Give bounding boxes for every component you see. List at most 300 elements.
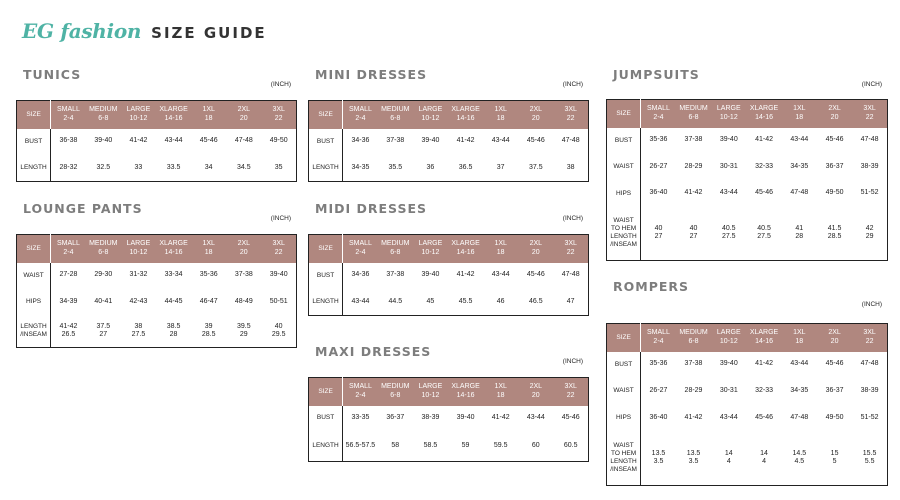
cell-line: 47: [566, 297, 575, 305]
cell-line: 18: [204, 114, 213, 122]
cell-line: 47-48: [790, 189, 809, 197]
cell-line: 43-44: [719, 189, 738, 197]
cell-line: 6-8: [688, 337, 699, 345]
table-cell: [378, 289, 413, 316]
cell-line: 27.5: [131, 331, 146, 339]
cell-line: 33.5: [166, 163, 181, 171]
row-label: [309, 129, 343, 155]
cell-line: 3XL: [863, 105, 876, 113]
cell-line: 10-12: [421, 114, 440, 122]
cell-line: 3.5: [688, 458, 699, 466]
table-cell: [413, 431, 448, 462]
cell-line: SMALL: [56, 106, 80, 114]
page-header: [22, 19, 267, 47]
size-header-cell: [51, 235, 86, 263]
table-row: [309, 431, 589, 462]
cell-line: XLARGE: [451, 240, 480, 248]
cell-line: 3XL: [564, 240, 577, 248]
table-cell: [51, 316, 86, 348]
cell-line: LENGTH: [312, 163, 339, 171]
table-cell: [852, 181, 887, 207]
table-cell: [782, 154, 817, 181]
cell-line: 34-35: [790, 386, 809, 394]
table-cell: [51, 289, 86, 316]
cell-line: SMALL: [348, 240, 372, 248]
table-cell: [553, 431, 588, 462]
cell-line: 14-16: [456, 391, 475, 399]
cell-line: BUST: [316, 137, 335, 145]
cell-line: 37-38: [386, 137, 405, 145]
table-cell: [261, 289, 296, 316]
size-header-cell: [676, 324, 711, 352]
table-cell: [156, 129, 191, 155]
cell-line: 29.5: [271, 331, 286, 339]
row-label: [607, 352, 641, 378]
row-label: [607, 405, 641, 432]
table-cell: [343, 406, 378, 431]
size-header-cell: [817, 324, 852, 352]
cell-line: 35.5: [388, 163, 403, 171]
table-header-row: [309, 235, 589, 263]
size-header-cell: [553, 235, 588, 263]
cell-line: 3XL: [272, 106, 285, 114]
cell-line: 41-42: [684, 189, 703, 197]
size-header-cell: [226, 101, 261, 129]
size-header-cell: [817, 100, 852, 128]
size-header-cell: [86, 235, 121, 263]
cell-line: 46.5: [528, 297, 543, 305]
table-header-row: [309, 101, 589, 129]
cell-line: 2XL: [529, 106, 543, 114]
table-cell: [156, 155, 191, 182]
cell-line: 49-50: [825, 413, 844, 421]
cell-line: 32-33: [755, 162, 773, 170]
cell-line: LENGTH: [20, 163, 47, 171]
table-cell: [641, 378, 676, 405]
cell-line: 4: [762, 458, 766, 466]
table-cell: [413, 129, 448, 155]
cell-line: 14-16: [755, 337, 773, 345]
cell-line: 14-16: [456, 114, 475, 122]
size-header-cell: [413, 101, 448, 129]
cell-line: 39.5: [236, 322, 251, 330]
table-cell: [191, 129, 226, 155]
cell-line: 56.5-57.5: [345, 441, 376, 449]
table-cell: [746, 432, 781, 486]
cell-line: 13.5: [651, 449, 666, 457]
cell-line: 37.5: [528, 163, 543, 171]
row-label: [17, 155, 51, 182]
cell-line: 35-36: [649, 360, 668, 368]
cell-line: 45-46: [755, 189, 773, 197]
cell-line: 10-12: [421, 391, 440, 399]
table-row: [17, 263, 297, 289]
size-header-cell: [378, 235, 413, 263]
cell-line: 43-44: [790, 360, 809, 368]
cell-line: 18: [496, 391, 505, 399]
cell-line: 39-40: [94, 137, 113, 145]
table-cell: [817, 352, 852, 378]
table-row: [607, 405, 888, 432]
cell-line: LARGE: [418, 106, 443, 114]
cell-line: 40: [274, 322, 283, 330]
cell-line: 39-40: [421, 271, 440, 279]
table-cell: [852, 154, 887, 181]
cell-line: 22: [566, 248, 575, 256]
table-cell: [782, 181, 817, 207]
table-cell: [676, 405, 711, 432]
cell-line: 4.5: [794, 458, 805, 466]
row-label: [607, 207, 641, 261]
section-title: MIDI DRESSES: [315, 201, 427, 216]
cell-line: 47-48: [561, 137, 580, 145]
table-row: [17, 129, 297, 155]
cell-line: 59.5: [493, 441, 508, 449]
size-header-cell: [711, 324, 746, 352]
cell-line: 60: [531, 441, 540, 449]
cell-line: 15: [830, 449, 839, 457]
page-title: SIZE GUIDE: [151, 24, 267, 42]
cell-line: 42-43: [129, 297, 148, 305]
size-header-cell: [413, 235, 448, 263]
cell-line: LARGE: [126, 106, 151, 114]
table-cell: [641, 405, 676, 432]
cell-line: 43-44: [526, 413, 545, 421]
cell-line: 35-36: [199, 271, 218, 279]
table-cell: [378, 263, 413, 289]
row-label: [607, 154, 641, 181]
cell-line: 37-38: [386, 271, 405, 279]
table-cell: [121, 263, 156, 289]
cell-line: 14.5: [792, 449, 807, 457]
table-cell: [746, 405, 781, 432]
cell-line: BUST: [614, 136, 633, 144]
cell-line: 20: [531, 391, 540, 399]
cell-line: 59: [461, 441, 470, 449]
cell-line: WAIST: [613, 163, 634, 170]
cell-line: 43-44: [164, 137, 183, 145]
cell-line: 18: [795, 337, 804, 345]
table-cell: [191, 316, 226, 348]
cell-line: 37.5: [96, 322, 111, 330]
cell-line: WAIST: [613, 387, 634, 394]
table-cell: [51, 263, 86, 289]
table-cell: [711, 405, 746, 432]
cell-line: 1XL: [494, 383, 507, 391]
cell-line: 15.5: [862, 449, 877, 457]
table-row: [17, 289, 297, 316]
size-header-cell: [553, 101, 588, 129]
table-header-row: [309, 378, 589, 406]
size-header-cell: SIZE: [607, 100, 641, 128]
size-header-cell: [746, 100, 781, 128]
cell-line: 40.5: [757, 224, 771, 232]
unit-label: (INCH): [270, 81, 291, 88]
cell-line: 28.5: [827, 233, 842, 241]
cell-line: 38-39: [421, 413, 440, 421]
cell-line: 22: [566, 114, 575, 122]
table-cell: [711, 181, 746, 207]
size-header-cell: [676, 100, 711, 128]
size-header-cell: [191, 101, 226, 129]
cell-line: 47-48: [860, 360, 879, 368]
table-cell: [483, 263, 518, 289]
cell-line: MEDIUM: [89, 240, 118, 248]
cell-line: 5.5: [864, 458, 875, 466]
table-cell: [86, 129, 121, 155]
cell-line: 34-39: [59, 297, 78, 305]
cell-line: 14: [760, 449, 768, 457]
cell-line: MEDIUM: [381, 106, 410, 114]
cell-line: 39-40: [421, 137, 440, 145]
table-row: [607, 207, 888, 261]
table-cell: [746, 207, 781, 261]
row-label: [607, 378, 641, 405]
size-header-cell: SIZE: [309, 378, 343, 406]
cell-line: 39-40: [719, 136, 738, 144]
table-cell: [711, 154, 746, 181]
table-cell: [191, 263, 226, 289]
brand-logo: EG fashion: [22, 19, 142, 43]
table-cell: [413, 406, 448, 431]
cell-line: 2XL: [529, 383, 543, 391]
table-header-row: [17, 101, 297, 129]
table-cell: [518, 263, 553, 289]
table-cell: [343, 289, 378, 316]
cell-line: 26-27: [649, 162, 668, 170]
row-label: [309, 289, 343, 316]
cell-line: 10-12: [719, 113, 738, 121]
cell-line: 14: [724, 449, 733, 457]
cell-line: XLARGE: [749, 105, 779, 113]
section-title: MAXI DRESSES: [315, 344, 432, 359]
row-label: [17, 263, 51, 289]
table-row: [607, 181, 888, 207]
cell-line: 45-46: [561, 413, 580, 421]
size-header-cell: [51, 101, 86, 129]
table-cell: [641, 207, 676, 261]
cell-line: 13.5: [686, 449, 701, 457]
table-cell: [817, 432, 852, 486]
row-label: [607, 181, 641, 207]
table-cell: [261, 129, 296, 155]
row-label: [309, 155, 343, 182]
cell-line: 20: [531, 248, 540, 256]
row-label: [309, 406, 343, 431]
size-header-cell: [483, 378, 518, 406]
cell-line: 10-12: [719, 337, 738, 345]
cell-line: 3XL: [863, 329, 876, 337]
cell-line: HIPS: [615, 189, 632, 197]
cell-line: XLARGE: [159, 240, 188, 248]
cell-line: 2-4: [355, 391, 366, 399]
table-cell: [378, 406, 413, 431]
cell-line: 2-4: [355, 248, 366, 256]
cell-line: 6-8: [390, 391, 401, 399]
table-cell: [817, 154, 852, 181]
cell-line: 10-12: [421, 248, 440, 256]
table-cell: [782, 405, 817, 432]
size-header-cell: [782, 324, 817, 352]
cell-line: 41-42: [456, 271, 475, 279]
section-rompers: [606, 279, 888, 479]
cell-line: 2XL: [237, 240, 251, 248]
cell-line: 49-50: [269, 137, 288, 145]
cell-line: XLARGE: [159, 106, 188, 114]
size-table: [308, 234, 589, 316]
cell-line: 27: [689, 233, 698, 241]
cell-line: 3.5: [653, 458, 664, 466]
size-header-cell: [746, 324, 781, 352]
cell-line: 49-50: [825, 189, 844, 197]
unit-label: (INCH): [562, 358, 583, 365]
cell-line: 1XL: [202, 240, 215, 248]
table-cell: [711, 352, 746, 378]
row-label: [607, 128, 641, 154]
cell-line: HIPS: [25, 298, 42, 305]
table-cell: [448, 263, 483, 289]
table-cell: [261, 263, 296, 289]
table-row: [607, 154, 888, 181]
cell-line: LARGE: [126, 240, 151, 248]
table-cell: [711, 432, 746, 486]
cell-line: 34-36: [351, 137, 370, 145]
cell-line: 47-48: [561, 271, 580, 279]
size-header-cell: SIZE: [309, 235, 343, 263]
cell-line: 28: [169, 331, 178, 339]
table-cell: [51, 129, 86, 155]
section-jumpsuits: [606, 67, 888, 267]
cell-line: 22: [865, 337, 874, 345]
cell-line: SMALL: [647, 105, 670, 113]
cell-line: 41: [795, 224, 804, 232]
cell-line: 26.5: [61, 331, 76, 339]
cell-line: SMALL: [348, 106, 372, 114]
size-table: [16, 234, 297, 348]
table-cell: [746, 154, 781, 181]
cell-line: 6-8: [688, 113, 699, 121]
cell-line: 31-32: [129, 271, 148, 279]
size-header-cell: [86, 101, 121, 129]
table-cell: [261, 316, 296, 348]
cell-line: 1XL: [494, 240, 507, 248]
table-cell: [518, 155, 553, 182]
cell-line: LARGE: [716, 329, 741, 337]
table-cell: [413, 289, 448, 316]
cell-line: 26-27: [649, 386, 668, 394]
unit-label: (INCH): [270, 215, 291, 222]
cell-line: 6-8: [98, 114, 109, 122]
table-row: [607, 352, 888, 378]
cell-line: MEDIUM: [679, 105, 708, 113]
table-cell: [343, 263, 378, 289]
section-tunics: [16, 67, 297, 187]
table-cell: [817, 378, 852, 405]
cell-line: 44.5: [388, 297, 403, 305]
unit-label: (INCH): [562, 215, 583, 222]
cell-line: 41-42: [491, 413, 510, 421]
table-cell: [156, 263, 191, 289]
cell-line: 2-4: [355, 114, 366, 122]
table-cell: [448, 431, 483, 462]
cell-line: 43-44: [491, 137, 510, 145]
cell-line: 33-34: [164, 271, 183, 279]
table-header-row: [17, 235, 297, 263]
size-header-cell: [121, 235, 156, 263]
cell-line: 1XL: [202, 106, 215, 114]
table-cell: [676, 207, 711, 261]
cell-line: 27: [99, 331, 108, 339]
table-cell: [852, 207, 887, 261]
cell-line: 45-46: [755, 413, 773, 421]
size-header-cell: [711, 100, 746, 128]
section-midi-dresses: [308, 201, 589, 321]
size-header-cell: [413, 378, 448, 406]
cell-line: 20: [239, 114, 248, 122]
cell-line: 34-35: [351, 163, 370, 171]
cell-line: BUST: [614, 360, 633, 368]
cell-line: 45.5: [458, 297, 473, 305]
table-cell: [343, 431, 378, 462]
cell-line: 4: [726, 458, 731, 466]
table-cell: [641, 154, 676, 181]
cell-line: 45-46: [825, 360, 844, 368]
size-header-cell: [121, 101, 156, 129]
row-label: [309, 263, 343, 289]
table-cell: [378, 155, 413, 182]
cell-line: 47-48: [860, 136, 879, 144]
section-mini-dresses: [308, 67, 589, 187]
table-cell: [483, 289, 518, 316]
cell-line: 36-40: [649, 189, 668, 197]
cell-line: MEDIUM: [381, 240, 410, 248]
cell-line: HIPS: [615, 414, 632, 421]
table-cell: [852, 128, 887, 154]
cell-line: 36-37: [386, 413, 405, 421]
size-header-cell: [343, 235, 378, 263]
size-header-cell: [261, 101, 296, 129]
cell-line: 36: [426, 163, 435, 171]
cell-line: 38-39: [860, 162, 879, 170]
cell-line: 20: [830, 337, 839, 345]
cell-line: 41-42: [755, 360, 773, 368]
table-cell: [483, 129, 518, 155]
size-header-cell: SIZE: [607, 324, 641, 352]
table-cell: [711, 378, 746, 405]
table-cell: [553, 155, 588, 182]
table-cell: [448, 129, 483, 155]
cell-line: 18: [496, 114, 505, 122]
table-cell: [261, 155, 296, 182]
cell-line: 39-40: [269, 271, 288, 279]
table-cell: [121, 155, 156, 182]
size-header-cell: [782, 100, 817, 128]
table-cell: [518, 129, 553, 155]
cell-line: 40: [654, 224, 663, 232]
table-cell: [483, 406, 518, 431]
cell-line: 1XL: [793, 105, 806, 113]
cell-line: 36-37: [825, 162, 844, 170]
cell-line: LENGTH: [610, 458, 637, 466]
cell-line: 37: [496, 163, 505, 171]
cell-line: 38: [566, 163, 575, 171]
cell-line: 34-35: [790, 162, 809, 170]
cell-line: 2XL: [237, 106, 251, 114]
section-title: JUMPSUITS: [613, 67, 700, 82]
cell-line: 39-40: [456, 413, 475, 421]
size-header-cell: [518, 235, 553, 263]
table-row: [309, 129, 589, 155]
